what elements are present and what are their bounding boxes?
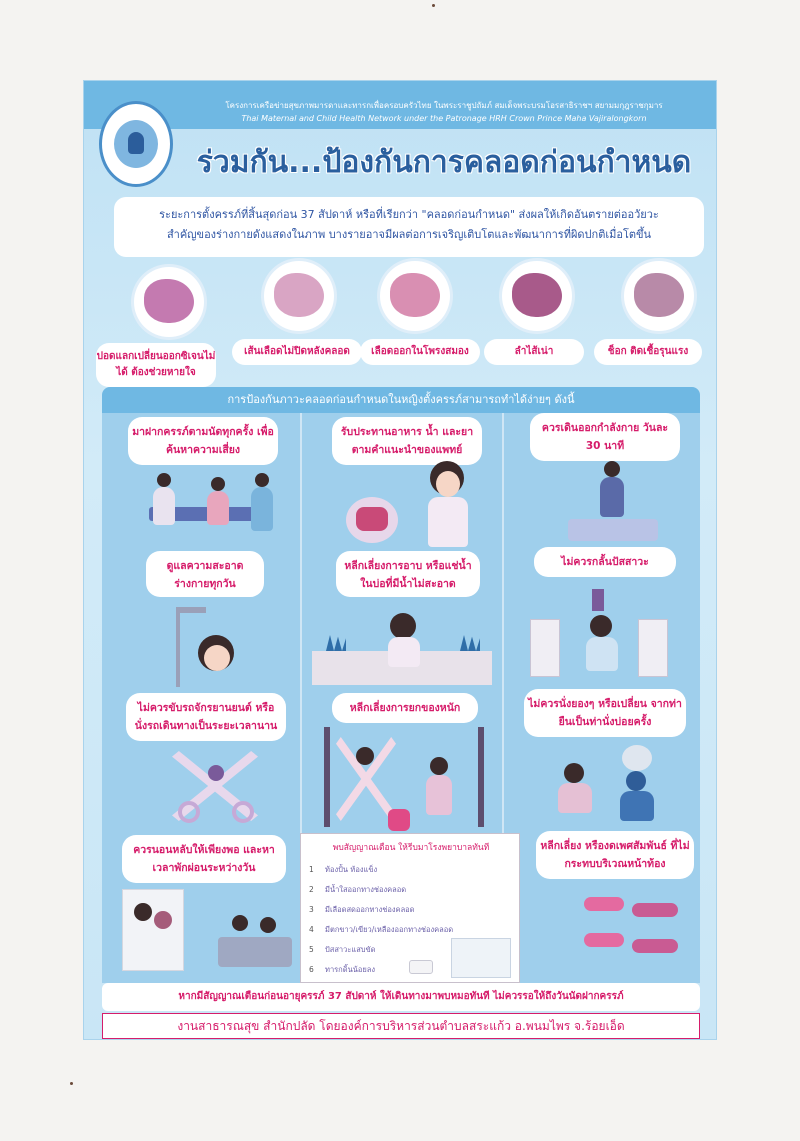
prevention-header: การป้องกันภาวะคลอดก่อนกำหนดในหญิงตั้งครรภ์สามารถทำได้ง่ายๆ ดังนี้ [102,387,700,413]
clinic-scene-image [139,473,289,543]
warning-item: 1 ท้องปั้น ท้องแข็ง [309,865,378,874]
squatting-scene-image [544,745,674,825]
hospital-icon [451,938,511,978]
tip-no-squatting: ไม่ควรนั่งยองๆ หรือเปลี่ยน จากท่ายืนเป็นท่านั่งบ่อยครั้ง [524,689,686,737]
tip-avoid-bathing: หลีกเลี่ยงการอาบ หรือแช่น้ำ ในบ่อที่มีน้ำไม่สะอาด [336,551,480,597]
toilet-scene-image [530,589,670,681]
infant-image-icon [624,261,694,331]
motorcycle-scene-image [166,751,266,831]
tip-hygiene: ดูแลความสะอาด ร่างกายทุกวัน [146,551,264,597]
brain-image-icon [380,261,450,331]
tip-exercise: ควรเดินออกกำลังกาย วันละ 30 นาที [530,413,680,461]
effect-label-intestine: ลำไส้เน่า [484,339,584,365]
intro-line-1: ระยะการตั้งครรภ์ที่สิ้นสุดก่อน 37 สัปดาห์ หรือที่เรียกว่า "คลอดก่อนกำหนด" ส่งผลให้เกิดอันตรายต่ออวัยวะ [159,208,659,221]
intercourse-warning-image [574,889,694,975]
heavy-lifting-scene-image [318,727,494,831]
heart-image-icon [264,261,334,331]
warning-item: 5 ปัสสาวะแสบขัด [309,945,376,954]
tip-no-holding-urine: ไม่ควรกลั้นปัสสาวะ [534,547,676,577]
woman-walking-image [568,457,658,541]
effect-label-heart: เส้นเลือดไม่ปิดหลังคลอด [232,339,362,365]
shower-scene-image [176,607,256,697]
intestine-image-icon [502,261,572,331]
tip-no-heavy-lifting: หลีกเลี่ยงการยกของหนัก [332,693,478,723]
warning-item: 3 มีเลือดสดออกทางช่องคลอด [309,905,415,914]
network-logo-icon [99,101,173,187]
org-name-english: Thai Maternal and Child Health Network under the Patronage HRH Crown Prince Maha Vajiralongkorn [241,114,647,123]
tip-rest: ควรนอนหลับให้เพียงพอ และหาเวลาพักผ่อนระหว่างวัน [122,835,286,883]
warning-item: 6 ทารกดิ้นน้อยลง [309,965,376,974]
effect-label-brain: เลือดออกในโพรงสมอง [360,339,480,365]
pond-scene-image [312,605,492,685]
intro-line-2: สำคัญของร่างกายดังแสดงในภาพ บางรายอาจมีผลต่อการเจริญเติบโตและพัฒนาการที่ผิดปกติเมื่อโตขึ้น [166,228,652,241]
footer-credit: งานสาธารณสุข สำนักปลัด โดยองค์การบริหารส่วนตำบลสระแก้ว อ.พนมไพร จ.ร้อยเอ็ด [102,1013,700,1039]
sleeping-scene-image [122,889,292,975]
effect-label-lung: ปอดแลกเปลี่ยนออกซิเจนไม่ได้ ต้องช่วยหายใจ [96,343,216,387]
effect-label-shock: ช็อก ติดเชื้อรุนแรง [594,339,702,365]
warning-item: 2 มีน้ำใสออกทางช่องคลอด [309,885,407,894]
warning-item: 4 มีตกขาว/เขียว/เหลืองออกทางช่องคลอด [309,925,454,934]
woman-eating-image [346,459,476,549]
warning-note: หากมีสัญญาณเตือนก่อนอายุครรภ์ 37 สัปดาห์ ให้เดินทางมาพบหมอทันที ไม่ควรรอให้ถึงวันนัดฝากครรภ์ [102,983,700,1011]
page-title: ร่วมกัน...ป้องกันการคลอดก่อนกำหนด [196,145,692,180]
tip-intercourse: หลีกเลี่ยง หรืองดเพศสัมพันธ์ ที่ไม่กระทบบริเวณหน้าท้อง [536,831,694,879]
org-name-thai: โครงการเครือข่ายสุขภาพมารดาและทารกเพื่อครอบครัวไทย ในพระราชูปถัมภ์ สมเด็จพระบรมโอรสาธิราชฯ สยามมกุฎราชกุมาร [225,101,663,110]
warning-title: พบสัญญาณเตือน ให้รีบมาโรงพยาบาลทันที [332,843,490,853]
tip-prenatal-visits: มาฝากครรภ์ตามนัดทุกครั้ง เพื่อค้นหาความเสี่ยง [128,417,278,465]
lung-image-icon [134,267,204,337]
tip-diet: รับประทานอาหาร น้ำ และยาตามคำแนะนำของแพทย์ [332,417,482,465]
tip-no-motorcycle: ไม่ควรขับรถจักรยานยนต์ หรือ นั่งรถเดินทางเป็นระยะเวลานาน [126,693,286,741]
warning-signs-box [300,833,520,983]
paper-speck [70,1082,73,1085]
intro-text [114,197,704,257]
poster [83,80,717,1040]
ambulance-icon [409,960,433,974]
paper-speck [432,4,435,7]
